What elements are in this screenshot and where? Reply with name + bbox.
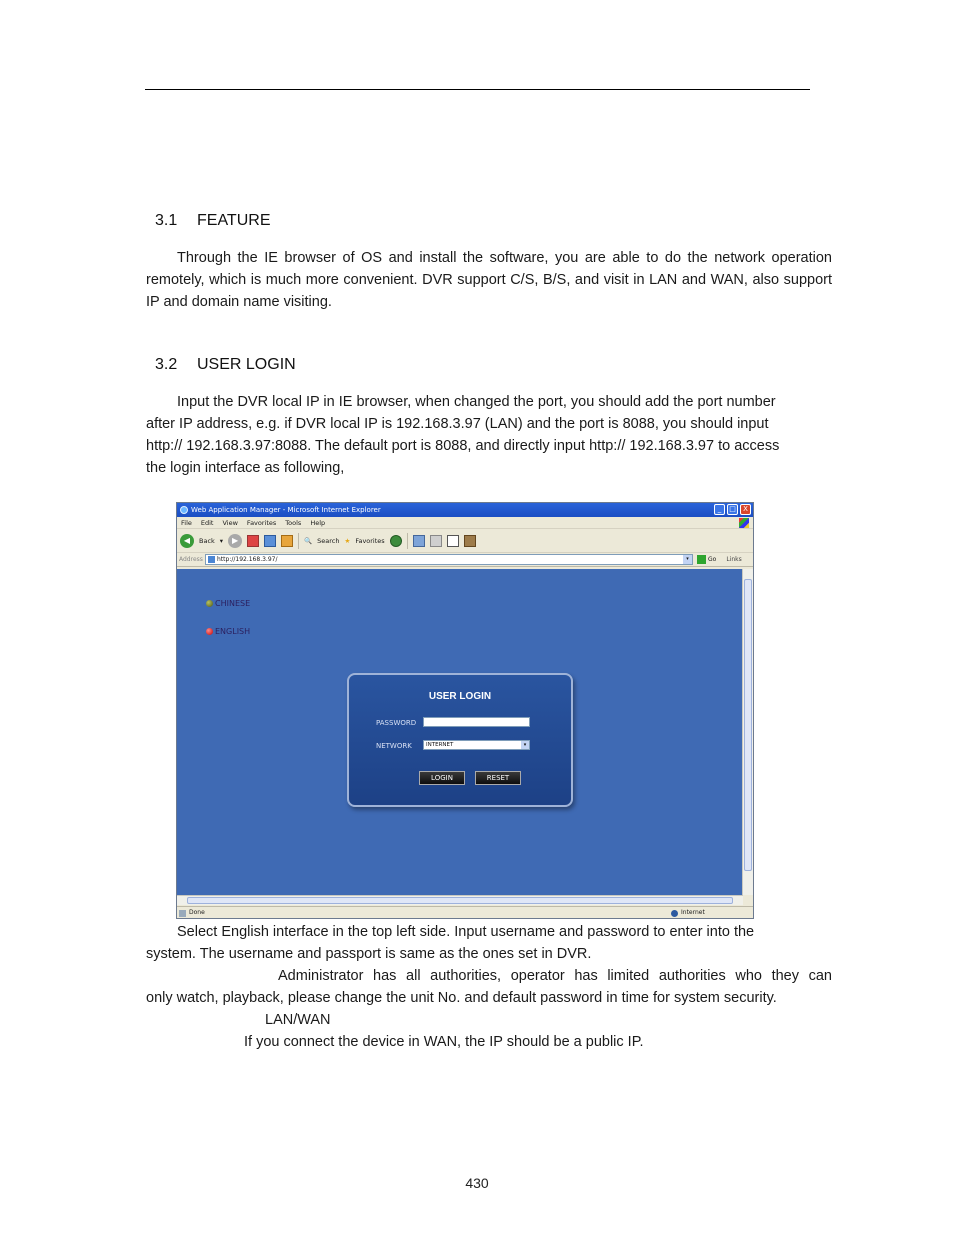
scroll-thumb[interactable] <box>744 579 752 871</box>
language-option-english[interactable] <box>206 627 250 636</box>
refresh-icon[interactable] <box>264 535 276 547</box>
feature-paragraph: Through the IE browser of OS and install the software, you are able to do the network operation remotely, which is much more convenient. DVR support C/S, B/S, and visit in LAN and WAN, also support IP and domain name visiting. <box>146 250 832 310</box>
language-option-chinese[interactable] <box>206 599 250 608</box>
page-number: 430 <box>465 1175 489 1191</box>
radio-dot-icon <box>206 628 213 635</box>
section-number: 3.2 <box>155 356 178 373</box>
status-bar <box>177 906 753 919</box>
ie-icon <box>180 506 188 514</box>
chevron-down-icon[interactable]: ▾ <box>521 741 529 749</box>
close-button[interactable]: X <box>740 504 751 515</box>
language-label: CHINESE <box>215 599 251 608</box>
go-button[interactable] <box>697 555 716 564</box>
back-arrow-icon[interactable]: ◀ <box>180 534 194 548</box>
menu-bar <box>177 517 753 529</box>
links-label[interactable]: Links <box>726 556 742 563</box>
after-paragraph <box>146 921 832 965</box>
browser-screenshot <box>176 502 754 919</box>
network-select[interactable] <box>423 740 530 750</box>
login-button[interactable]: LOGIN <box>419 771 465 785</box>
go-label: Go <box>708 556 717 563</box>
address-bar <box>177 553 753 567</box>
chevron-down-icon[interactable]: ▾ <box>683 555 692 564</box>
window-titlebar <box>177 503 753 517</box>
maximize-button[interactable]: □ <box>727 504 738 515</box>
address-input[interactable] <box>205 554 693 565</box>
network-value: INTERNET <box>426 742 454 748</box>
internet-zone: Internet <box>671 907 705 919</box>
section-title: FEATURE <box>197 212 271 229</box>
vertical-scrollbar[interactable] <box>742 569 753 895</box>
go-arrow-icon <box>697 555 706 564</box>
user-login-paragraph <box>146 391 832 479</box>
menu-edit[interactable]: Edit <box>200 519 214 527</box>
forward-arrow-icon[interactable]: ▶ <box>228 534 242 548</box>
status-text: Done <box>189 909 205 916</box>
edit-icon[interactable] <box>447 535 459 547</box>
reset-button[interactable]: RESET <box>475 771 521 785</box>
paragraph-line: LAN/WAN <box>265 1012 331 1028</box>
paragraph-line: Input the DVR local IP in IE browser, when changed the port, you should add the port number <box>177 394 776 410</box>
menu-favorites[interactable]: Favorites <box>246 519 277 527</box>
scroll-thumb[interactable] <box>187 897 733 904</box>
radio-dot-icon <box>206 600 213 607</box>
media-icon[interactable] <box>390 535 402 547</box>
favorites-button-label[interactable]: Favorites <box>355 536 385 545</box>
menu-file[interactable]: File <box>181 519 192 527</box>
password-field[interactable] <box>423 717 530 727</box>
paragraph-line: Administrator has all authorities, operator has limited authorities who they can <box>278 968 832 984</box>
paragraph-line: after IP address, e.g. if DVR local IP is 192.168.3.97 (LAN) and the port is 8088, you should input <box>146 416 769 432</box>
section-number: 3.1 <box>155 212 178 229</box>
paragraph-line: http:// 192.168.3.97:8088. The default port is 8088, and directly input http:// 192.168.3.97 to access <box>146 438 780 454</box>
minimize-button[interactable]: _ <box>714 504 725 515</box>
section-heading-user-login <box>155 356 296 374</box>
paragraph-line: Select English interface in the top left side. Input username and password to enter into the <box>177 924 755 940</box>
home-icon[interactable] <box>281 535 293 547</box>
menu-help[interactable]: Help <box>310 519 326 527</box>
paragraph-line: only watch, playback, please change the unit No. and default password in time for system security. <box>146 990 777 1006</box>
toolbar-divider <box>298 533 299 549</box>
menu-tools[interactable]: Tools <box>285 519 302 527</box>
print-icon[interactable] <box>430 535 442 547</box>
password-label: PASSWORD <box>376 719 417 727</box>
network-label: NETWORK <box>376 742 412 750</box>
user-login-panel <box>347 673 573 807</box>
stop-icon[interactable] <box>247 535 259 547</box>
browser-toolbar <box>177 529 753 553</box>
messenger-icon[interactable] <box>464 535 476 547</box>
language-label: ENGLISH <box>215 627 251 636</box>
favorites-star-icon[interactable]: ★ <box>344 536 351 545</box>
horizontal-scrollbar[interactable] <box>177 895 743 905</box>
paragraph-line: the login interface as following, <box>146 460 345 476</box>
mail-icon[interactable] <box>413 535 425 547</box>
back-button-label[interactable]: Back <box>199 536 215 545</box>
toolbar-divider <box>407 533 408 549</box>
login-title: USER LOGIN <box>428 691 492 702</box>
paragraph-line: If you connect the device in WAN, the IP should be a public IP. <box>244 1034 644 1050</box>
page-done-icon <box>179 910 186 917</box>
search-icon[interactable]: 🔍 <box>304 536 313 545</box>
window-title: Web Application Manager - Microsoft Internet Explorer <box>191 506 381 514</box>
window-controls <box>714 504 751 515</box>
windows-logo-icon <box>739 518 749 528</box>
search-button-label[interactable]: Search <box>317 536 340 545</box>
section-heading-feature <box>155 212 270 230</box>
address-label: Address <box>179 556 203 563</box>
page-icon <box>208 556 215 563</box>
address-value: http://192.168.3.97/ <box>217 556 278 563</box>
section-title: USER LOGIN <box>197 356 296 373</box>
chevron-down-icon[interactable]: ▾ <box>219 536 224 545</box>
paragraph-line: system. The username and passport is same as the ones set in DVR. <box>146 946 592 962</box>
web-page-content <box>177 569 743 895</box>
menu-view[interactable]: View <box>222 519 238 527</box>
header-rule <box>145 89 810 90</box>
